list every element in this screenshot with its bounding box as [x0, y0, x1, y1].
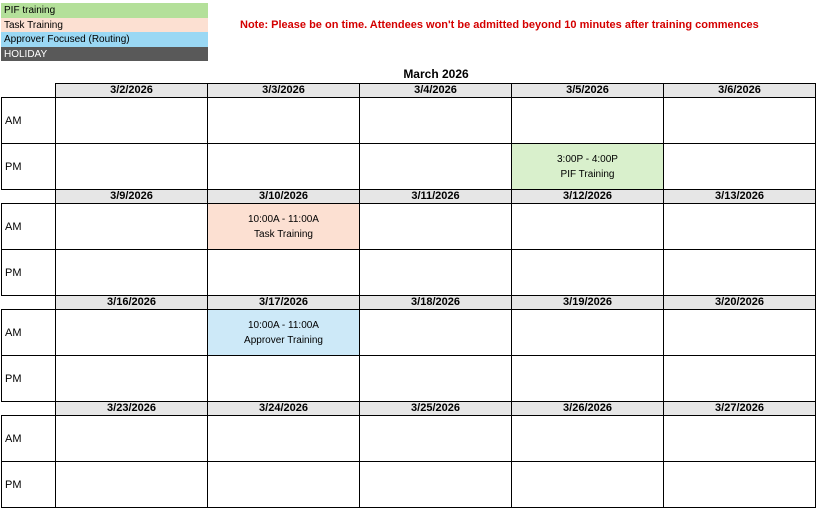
- period-row-pm: [2, 250, 816, 296]
- legend-approver-focused: Approver Focused (Routing): [1, 32, 208, 47]
- period-row-am: [2, 416, 816, 462]
- event-cell[interactable]: [208, 310, 360, 356]
- date-header: 3/17/2026: [208, 296, 360, 310]
- week-header-spacer: [2, 190, 56, 204]
- week-header-row: [2, 296, 816, 310]
- time-slot-cell[interactable]: [208, 144, 360, 190]
- event-name: Task Training: [254, 228, 313, 240]
- period-row-pm: [2, 356, 816, 402]
- time-slot-cell[interactable]: [360, 98, 512, 144]
- time-slot-cell[interactable]: [56, 250, 208, 296]
- time-slot-cell[interactable]: [56, 98, 208, 144]
- date-header: 3/25/2026: [360, 402, 512, 416]
- period-label: PM: [2, 462, 56, 508]
- date-header: 3/11/2026: [360, 190, 512, 204]
- time-slot-cell[interactable]: [56, 416, 208, 462]
- event-cell[interactable]: [208, 204, 360, 250]
- date-header: 3/26/2026: [512, 402, 664, 416]
- week-header-spacer: [2, 296, 56, 310]
- time-slot-cell[interactable]: [664, 98, 816, 144]
- date-header: 3/20/2026: [664, 296, 816, 310]
- date-header: 3/10/2026: [208, 190, 360, 204]
- time-slot-cell[interactable]: [664, 204, 816, 250]
- time-slot-cell[interactable]: [512, 462, 664, 508]
- period-label: AM: [2, 204, 56, 250]
- time-slot-cell[interactable]: [360, 356, 512, 402]
- period-label: AM: [2, 310, 56, 356]
- legend-task-training: Task Training: [1, 18, 208, 33]
- period-row-am: [2, 204, 816, 250]
- event-name: PIF Training: [560, 168, 615, 180]
- event-time: 10:00A - 11:00A: [248, 213, 319, 225]
- attendance-note: Note: Please be on time. Attendees won't be admitted beyond 10 minutes after training commences: [240, 19, 759, 31]
- time-slot-cell[interactable]: [512, 204, 664, 250]
- time-slot-cell[interactable]: [664, 356, 816, 402]
- time-slot-cell[interactable]: [360, 462, 512, 508]
- week-header-row: [2, 190, 816, 204]
- time-slot-cell[interactable]: [512, 310, 664, 356]
- time-slot-cell[interactable]: [208, 98, 360, 144]
- time-slot-cell[interactable]: [664, 310, 816, 356]
- time-slot-cell[interactable]: [664, 144, 816, 190]
- period-label: PM: [2, 144, 56, 190]
- time-slot-cell[interactable]: [512, 416, 664, 462]
- time-slot-cell[interactable]: [664, 416, 816, 462]
- legend: [1, 3, 208, 61]
- date-header: 3/13/2026: [664, 190, 816, 204]
- week-header-spacer: [2, 402, 56, 416]
- time-slot-cell[interactable]: [56, 310, 208, 356]
- week-header-spacer: [2, 84, 56, 98]
- time-slot-cell[interactable]: [360, 144, 512, 190]
- time-slot-cell[interactable]: [56, 204, 208, 250]
- date-header: 3/12/2026: [512, 190, 664, 204]
- time-slot-cell[interactable]: [56, 356, 208, 402]
- date-header: 3/5/2026: [512, 84, 664, 98]
- period-row-pm: [2, 462, 816, 508]
- period-row-am: [2, 98, 816, 144]
- legend-holiday: HOLIDAY: [1, 47, 208, 62]
- period-label: PM: [2, 250, 56, 296]
- period-row-am: [2, 310, 816, 356]
- date-header: 3/9/2026: [56, 190, 208, 204]
- month-title: March 2026: [403, 67, 469, 81]
- time-slot-cell[interactable]: [512, 356, 664, 402]
- time-slot-cell[interactable]: [56, 462, 208, 508]
- period-label: AM: [2, 416, 56, 462]
- time-slot-cell[interactable]: [360, 204, 512, 250]
- date-header: 3/23/2026: [56, 402, 208, 416]
- week-header-row: [2, 402, 816, 416]
- legend-pif-training: PIF training: [1, 3, 208, 18]
- calendar-grid: [1, 83, 816, 508]
- event-time: 3:00P - 4:00P: [557, 153, 618, 165]
- date-header: 3/27/2026: [664, 402, 816, 416]
- time-slot-cell[interactable]: [664, 462, 816, 508]
- date-header: 3/18/2026: [360, 296, 512, 310]
- event-cell[interactable]: [512, 144, 664, 190]
- time-slot-cell[interactable]: [512, 98, 664, 144]
- date-header: 3/4/2026: [360, 84, 512, 98]
- time-slot-cell[interactable]: [208, 356, 360, 402]
- time-slot-cell[interactable]: [208, 250, 360, 296]
- time-slot-cell[interactable]: [512, 250, 664, 296]
- time-slot-cell[interactable]: [360, 416, 512, 462]
- time-slot-cell[interactable]: [360, 310, 512, 356]
- time-slot-cell[interactable]: [208, 416, 360, 462]
- date-header: 3/6/2026: [664, 84, 816, 98]
- date-header: 3/2/2026: [56, 84, 208, 98]
- period-label: AM: [2, 98, 56, 144]
- event-time: 10:00A - 11:00A: [248, 319, 319, 331]
- time-slot-cell[interactable]: [360, 250, 512, 296]
- period-label: PM: [2, 356, 56, 402]
- date-header: 3/24/2026: [208, 402, 360, 416]
- date-header: 3/16/2026: [56, 296, 208, 310]
- period-row-pm: [2, 144, 816, 190]
- date-header: 3/3/2026: [208, 84, 360, 98]
- week-header-row: [2, 84, 816, 98]
- event-name: Approver Training: [244, 334, 323, 346]
- time-slot-cell[interactable]: [664, 250, 816, 296]
- time-slot-cell[interactable]: [208, 462, 360, 508]
- date-header: 3/19/2026: [512, 296, 664, 310]
- time-slot-cell[interactable]: [56, 144, 208, 190]
